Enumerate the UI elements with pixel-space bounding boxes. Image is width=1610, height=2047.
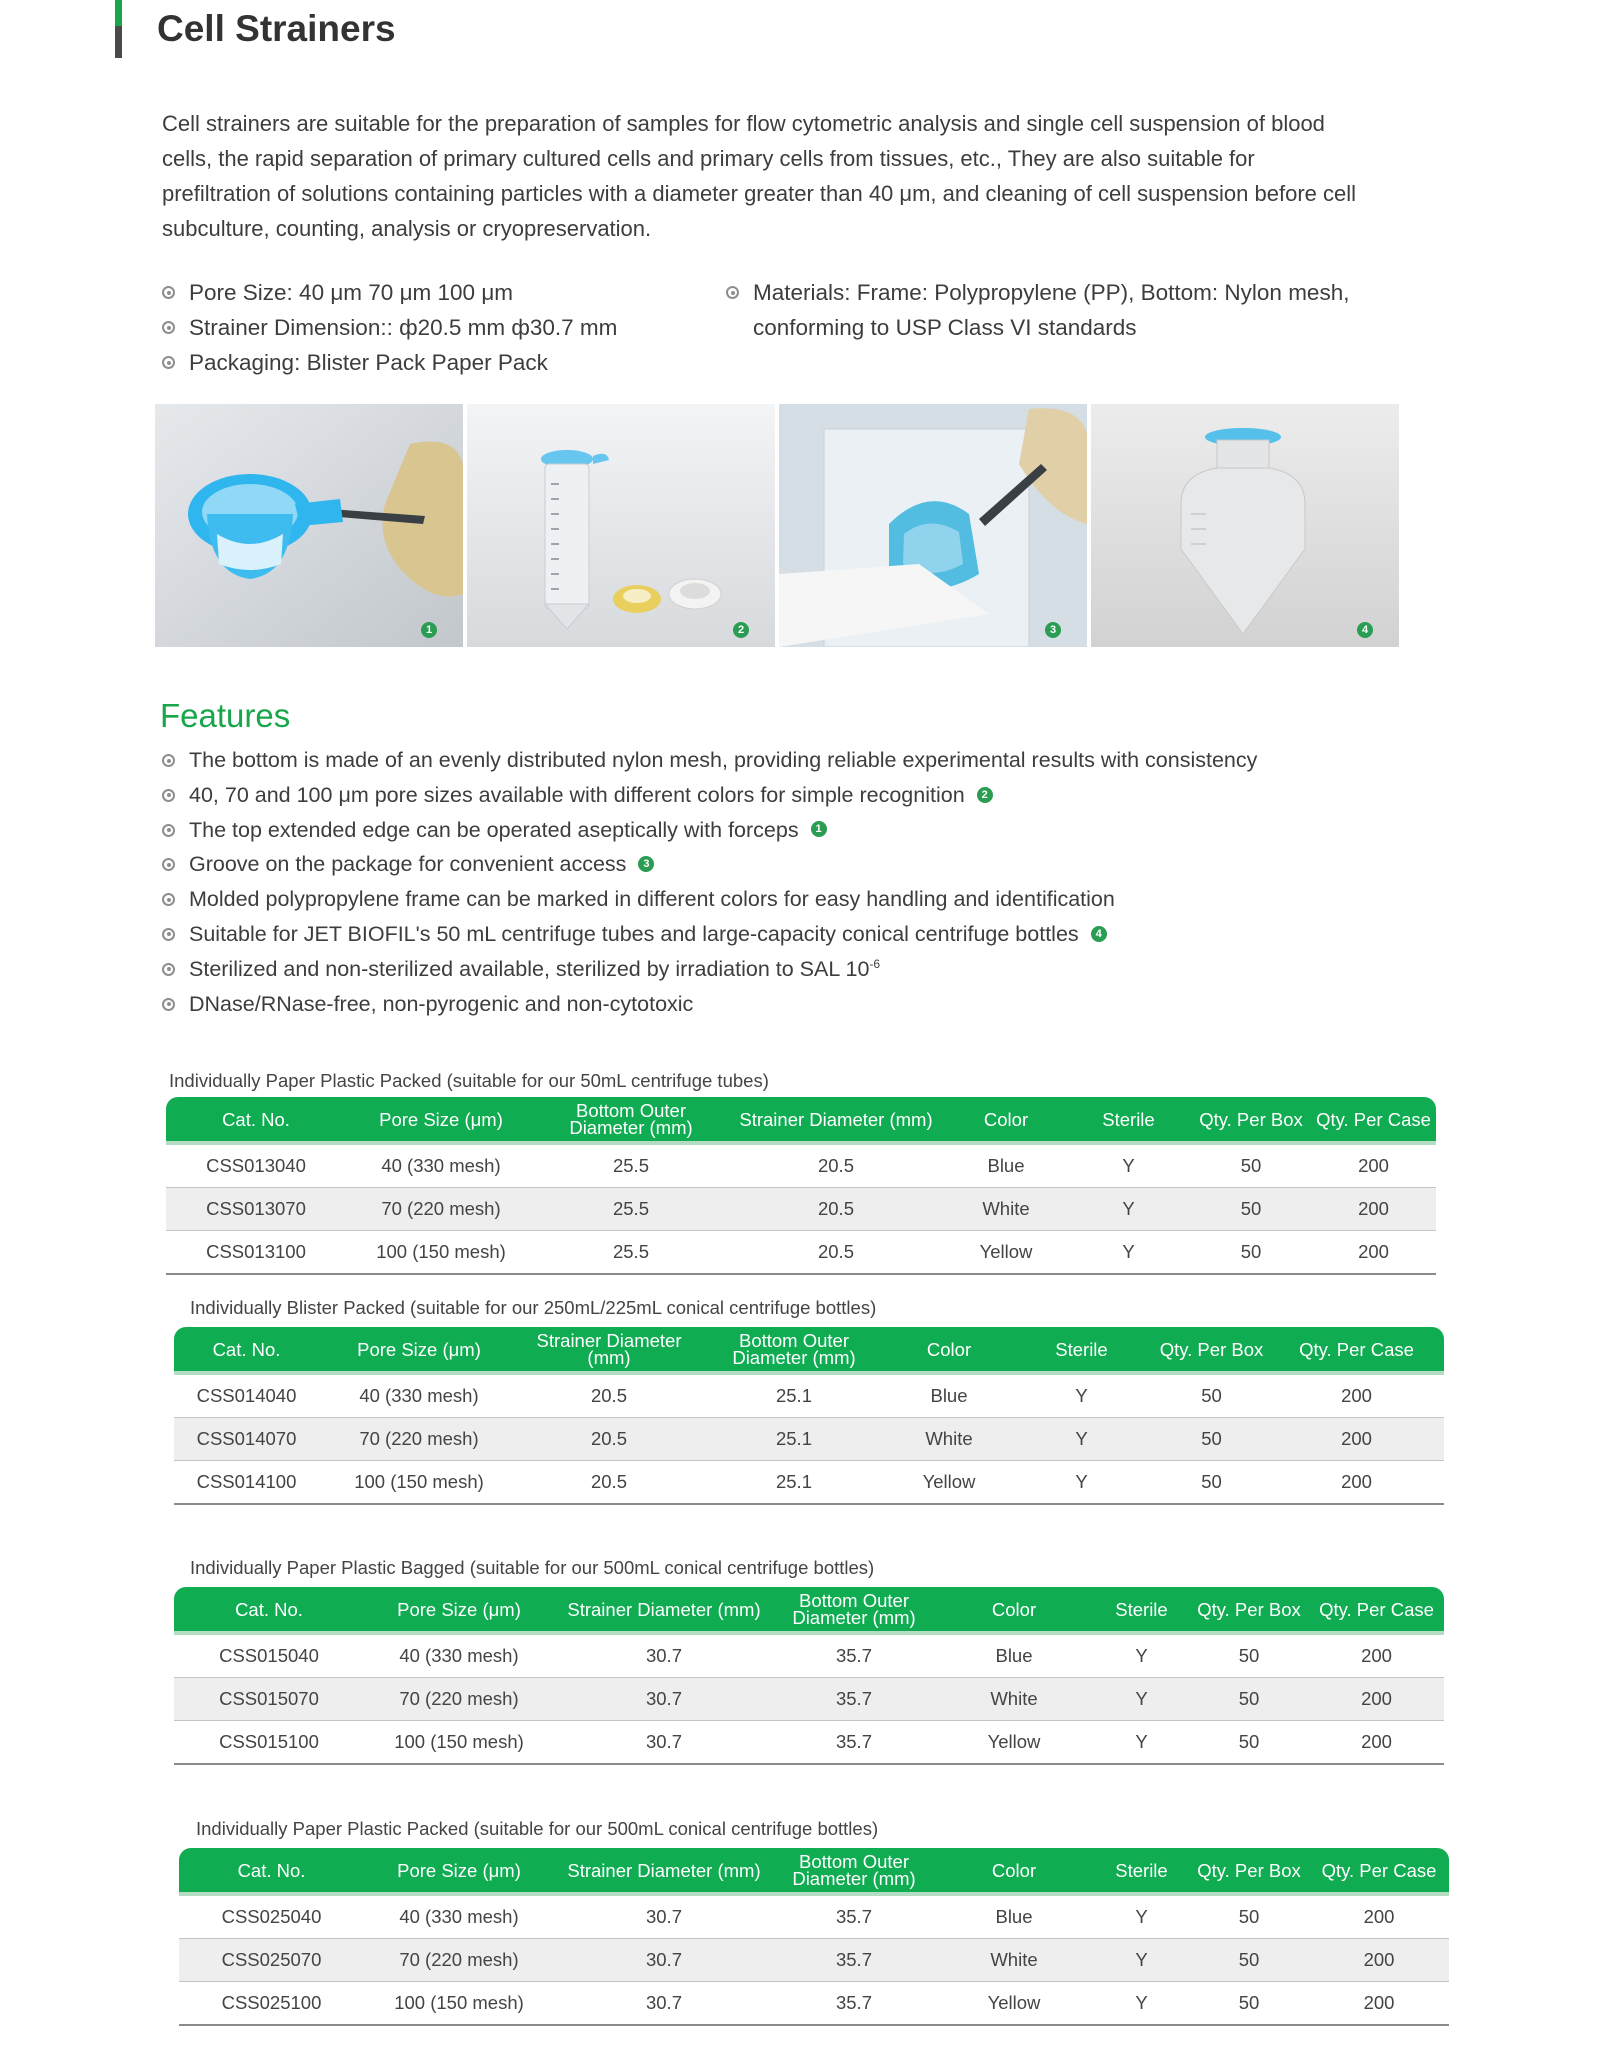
photo-reference-badge: 4 bbox=[1091, 926, 1107, 942]
table-cell: 200 bbox=[1309, 1678, 1444, 1721]
table-cell: CSS013040 bbox=[166, 1143, 346, 1188]
table-cell: 200 bbox=[1311, 1143, 1436, 1188]
table-cell: 25.5 bbox=[536, 1143, 726, 1188]
table-row bbox=[166, 1188, 1436, 1231]
table-cell: Yellow bbox=[934, 1982, 1094, 2026]
table-cell: 35.7 bbox=[774, 1633, 934, 1678]
table-cell: 50 bbox=[1191, 1143, 1311, 1188]
feature-item-text: Sterilized and non-sterilized available, sterilized by irradiation to SAL 10 bbox=[189, 956, 870, 981]
spec-item bbox=[162, 275, 617, 310]
table-cell: 70 (220 mesh) bbox=[364, 1939, 554, 1982]
table-cell: CSS025070 bbox=[179, 1939, 364, 1982]
table-cell: 25.1 bbox=[699, 1373, 889, 1418]
table-cell: Blue bbox=[946, 1143, 1066, 1188]
table-cell: Y bbox=[1094, 1633, 1189, 1678]
feature-item bbox=[162, 813, 1257, 848]
spec-item bbox=[162, 345, 617, 380]
column-header: Bottom Outer Diameter (mm) bbox=[699, 1327, 889, 1373]
circle-bullet-icon bbox=[162, 893, 175, 906]
table-cell: Y bbox=[1094, 1982, 1189, 2026]
photo-number-badge: 3 bbox=[1045, 622, 1061, 638]
table-cell: CSS014100 bbox=[174, 1461, 319, 1505]
table-cell: Y bbox=[1094, 1939, 1189, 1982]
page-title: Cell Strainers bbox=[157, 8, 396, 49]
feature-item-text: DNase/RNase-free, non-pyrogenic and non-cytotoxic bbox=[189, 991, 694, 1016]
column-header: Sterile bbox=[1066, 1097, 1191, 1143]
table-cell: 25.5 bbox=[536, 1231, 726, 1275]
column-header: Qty. Per Box bbox=[1189, 1848, 1309, 1894]
table-cell: 50 bbox=[1189, 1633, 1309, 1678]
table-caption: Individually Paper Plastic Packed (suitable for our 500mL conical centrifuge bottles) bbox=[196, 1818, 879, 1839]
column-header: Strainer Diameter (mm) bbox=[554, 1848, 774, 1894]
table-cell: 200 bbox=[1269, 1418, 1444, 1461]
column-header: Sterile bbox=[1094, 1848, 1189, 1894]
table-cell: Yellow bbox=[946, 1231, 1066, 1275]
table-row bbox=[174, 1461, 1444, 1505]
photo-reference-badge: 1 bbox=[811, 821, 827, 837]
blue-cell-strainer-with-forceps-photo bbox=[155, 404, 463, 647]
column-header: Qty. Per Case bbox=[1309, 1587, 1444, 1633]
table-cell: 25.1 bbox=[699, 1461, 889, 1505]
table-cell: White bbox=[946, 1188, 1066, 1231]
table-cell: 40 (330 mesh) bbox=[319, 1373, 519, 1418]
table-cell: 25.1 bbox=[699, 1418, 889, 1461]
circle-bullet-icon bbox=[162, 356, 175, 369]
spec-table-500ml-paper-plastic-bagged bbox=[174, 1587, 1444, 1765]
table-row bbox=[166, 1231, 1436, 1275]
circle-bullet-icon bbox=[162, 998, 175, 1011]
table-cell: 20.5 bbox=[726, 1188, 946, 1231]
circle-bullet-icon bbox=[726, 286, 739, 299]
column-header: Color bbox=[889, 1327, 1009, 1373]
table-cell: 200 bbox=[1309, 1982, 1449, 2026]
table-cell: 50 bbox=[1191, 1188, 1311, 1231]
column-header: Cat. No. bbox=[174, 1587, 364, 1633]
table-cell: 20.5 bbox=[726, 1143, 946, 1188]
feature-item bbox=[162, 778, 1257, 813]
table-row bbox=[179, 1982, 1449, 2026]
column-header: Cat. No. bbox=[174, 1327, 319, 1373]
column-header: Pore Size (μm) bbox=[364, 1848, 554, 1894]
table-cell: Y bbox=[1009, 1461, 1154, 1505]
table-cell: Y bbox=[1066, 1231, 1191, 1275]
table-header-row bbox=[174, 1327, 1444, 1373]
column-header: Color bbox=[934, 1848, 1094, 1894]
column-header: Strainer Diameter (mm) bbox=[554, 1587, 774, 1633]
table-header-row bbox=[174, 1587, 1444, 1633]
spec-list-left bbox=[162, 275, 617, 380]
table-cell: Blue bbox=[934, 1894, 1094, 1939]
table-cell: Yellow bbox=[934, 1721, 1094, 1765]
circle-bullet-icon bbox=[162, 963, 175, 976]
circle-bullet-icon bbox=[162, 754, 175, 767]
table-cell: 50 bbox=[1189, 1939, 1309, 1982]
table-cell: 100 (150 mesh) bbox=[364, 1721, 554, 1765]
table-cell: CSS015040 bbox=[174, 1633, 364, 1678]
table-cell: 100 (150 mesh) bbox=[346, 1231, 536, 1275]
column-header: Qty. Per Box bbox=[1154, 1327, 1269, 1373]
table-cell: 100 (150 mesh) bbox=[364, 1982, 554, 2026]
column-header: Color bbox=[946, 1097, 1066, 1143]
features-list bbox=[162, 743, 1257, 1021]
table-cell: 20.5 bbox=[519, 1461, 699, 1505]
table-cell: Y bbox=[1066, 1188, 1191, 1231]
table-row bbox=[174, 1373, 1444, 1418]
table-cell: Y bbox=[1094, 1678, 1189, 1721]
table-cell: Y bbox=[1094, 1894, 1189, 1939]
feature-item bbox=[162, 743, 1257, 778]
table-header-row bbox=[166, 1097, 1436, 1143]
table-cell: CSS015070 bbox=[174, 1678, 364, 1721]
spec-item-text: Materials: Frame: Polypropylene (PP), Bottom: Nylon mesh, conforming to USP Class VI standards bbox=[753, 280, 1350, 340]
table-row bbox=[174, 1721, 1444, 1765]
table-cell: Y bbox=[1009, 1418, 1154, 1461]
spec-table-500ml-paper-plastic-packed bbox=[179, 1848, 1449, 2026]
table-cell: Y bbox=[1009, 1373, 1154, 1418]
spec-item-text: Packaging: Blister Pack Paper Pack bbox=[189, 350, 548, 375]
photo-reference-badge: 3 bbox=[638, 856, 654, 872]
feature-item bbox=[162, 917, 1257, 952]
table-cell: 30.7 bbox=[554, 1939, 774, 1982]
column-header: Bottom Outer Diameter (mm) bbox=[774, 1848, 934, 1894]
table-cell: 200 bbox=[1309, 1939, 1449, 1982]
table-cell: 50 bbox=[1189, 1982, 1309, 2026]
circle-bullet-icon bbox=[162, 858, 175, 871]
column-header: Qty. Per Box bbox=[1189, 1587, 1309, 1633]
column-header: Qty. Per Case bbox=[1311, 1097, 1436, 1143]
table-caption: Individually Paper Plastic Packed (suitable for our 50mL centrifuge tubes) bbox=[169, 1070, 769, 1091]
strainer-in-package-photo bbox=[779, 404, 1087, 647]
circle-bullet-icon bbox=[162, 789, 175, 802]
table-cell: 35.7 bbox=[774, 1894, 934, 1939]
table-row bbox=[174, 1418, 1444, 1461]
table-cell: CSS015100 bbox=[174, 1721, 364, 1765]
table-cell: White bbox=[934, 1939, 1094, 1982]
feature-item bbox=[162, 882, 1257, 917]
column-header: Strainer Diameter (mm) bbox=[726, 1097, 946, 1143]
feature-item-text: The bottom is made of an evenly distributed nylon mesh, providing reliable experimental results with consistency bbox=[189, 748, 1258, 772]
feature-item-text: Suitable for JET BIOFIL's 50 mL centrifuge tubes and large-capacity conical centrifuge bottles bbox=[189, 921, 1079, 946]
table-cell: 40 (330 mesh) bbox=[346, 1143, 536, 1188]
column-header: Cat. No. bbox=[166, 1097, 346, 1143]
table-cell: 20.5 bbox=[519, 1373, 699, 1418]
column-header: Pore Size (μm) bbox=[364, 1587, 554, 1633]
table-cell: 25.5 bbox=[536, 1188, 726, 1231]
spec-item-text: Pore Size: 40 μm 70 μm 100 μm bbox=[189, 280, 514, 305]
table-caption: Individually Paper Plastic Bagged (suitable for our 500mL conical centrifuge bottles) bbox=[190, 1557, 875, 1578]
table-cell: Y bbox=[1066, 1143, 1191, 1188]
feature-item-text: Molded polypropylene frame can be marked in different colors for easy handling and identification bbox=[189, 887, 1115, 912]
column-header: Qty. Per Box bbox=[1191, 1097, 1311, 1143]
table-cell: 50 bbox=[1189, 1678, 1309, 1721]
table-cell: CSS014040 bbox=[174, 1373, 319, 1418]
table-cell: 50 bbox=[1154, 1461, 1269, 1505]
product-photo-strip bbox=[155, 404, 1400, 647]
table-cell: 70 (220 mesh) bbox=[364, 1678, 554, 1721]
table-cell: 30.7 bbox=[554, 1982, 774, 2026]
table-cell: Blue bbox=[889, 1373, 1009, 1418]
circle-bullet-icon bbox=[162, 321, 175, 334]
column-header: Bottom Outer Diameter (mm) bbox=[774, 1587, 934, 1633]
spec-table-250ml-blister bbox=[174, 1327, 1444, 1505]
feature-item bbox=[162, 847, 1257, 882]
table-cell: CSS025040 bbox=[179, 1894, 364, 1939]
circle-bullet-icon bbox=[162, 928, 175, 941]
table-row bbox=[174, 1633, 1444, 1678]
table-cell: 200 bbox=[1309, 1721, 1444, 1765]
table-cell: Blue bbox=[934, 1633, 1094, 1678]
column-header: Bottom Outer Diameter (mm) bbox=[536, 1097, 726, 1143]
column-header: Sterile bbox=[1094, 1587, 1189, 1633]
table-cell: 200 bbox=[1311, 1188, 1436, 1231]
table-cell: Yellow bbox=[889, 1461, 1009, 1505]
features-heading: Features bbox=[160, 697, 291, 734]
table-cell: 200 bbox=[1269, 1461, 1444, 1505]
column-header: Pore Size (μm) bbox=[346, 1097, 536, 1143]
spec-item bbox=[162, 310, 617, 345]
column-header: Sterile bbox=[1009, 1327, 1154, 1373]
table-cell: 100 (150 mesh) bbox=[319, 1461, 519, 1505]
table-cell: 40 (330 mesh) bbox=[364, 1894, 554, 1939]
column-header: Qty. Per Case bbox=[1269, 1327, 1444, 1373]
spec-item bbox=[726, 275, 1366, 345]
table-cell: 200 bbox=[1269, 1373, 1444, 1418]
table-cell: CSS014070 bbox=[174, 1418, 319, 1461]
table-header-row bbox=[179, 1848, 1449, 1894]
column-header: Pore Size (μm) bbox=[319, 1327, 519, 1373]
table-cell: 20.5 bbox=[726, 1231, 946, 1275]
table-cell: 50 bbox=[1154, 1418, 1269, 1461]
feature-item bbox=[162, 987, 1257, 1022]
table-cell: 200 bbox=[1309, 1894, 1449, 1939]
table-cell: CSS025100 bbox=[179, 1982, 364, 2026]
table-cell: White bbox=[889, 1418, 1009, 1461]
table-cell: 40 (330 mesh) bbox=[364, 1633, 554, 1678]
column-header: Strainer Diameter (mm) bbox=[519, 1327, 699, 1373]
table-cell: Y bbox=[1094, 1721, 1189, 1765]
table-cell: 70 (220 mesh) bbox=[319, 1418, 519, 1461]
table-cell: 35.7 bbox=[774, 1982, 934, 2026]
table-cell: 50 bbox=[1189, 1894, 1309, 1939]
table-cell: 35.7 bbox=[774, 1721, 934, 1765]
spec-item-text: Strainer Dimension:: ф20.5 mm ф30.7 mm bbox=[189, 315, 618, 340]
circle-bullet-icon bbox=[162, 824, 175, 837]
conical-bottle-with-strainer-photo bbox=[1091, 404, 1399, 647]
photo-number-badge: 1 bbox=[421, 622, 437, 638]
table-cell: CSS013070 bbox=[166, 1188, 346, 1231]
spec-list-right bbox=[726, 275, 1366, 345]
table-cell: 35.7 bbox=[774, 1939, 934, 1982]
circle-bullet-icon bbox=[162, 286, 175, 299]
table-row bbox=[174, 1678, 1444, 1721]
table-caption: Individually Blister Packed (suitable for our 250mL/225mL conical centrifuge bottles) bbox=[190, 1297, 877, 1318]
table-cell: 30.7 bbox=[554, 1894, 774, 1939]
intro-paragraph: Cell strainers are suitable for the preparation of samples for flow cytometric analysis and single cell suspension of blood cells, the rapid separation of primary cultured cells and primary cells from tissues, etc., They are also suitable for prefiltration of solutions containing particles with a diameter greater than 40 μm, and cleaning of cell suspension before cell subculture, counting, analysis or cryopreservation. bbox=[162, 111, 1357, 241]
table-cell: CSS013100 bbox=[166, 1231, 346, 1275]
photo-reference-badge: 2 bbox=[977, 787, 993, 803]
column-header: Qty. Per Case bbox=[1309, 1848, 1449, 1894]
feature-item-text: Groove on the package for convenient access bbox=[189, 852, 627, 877]
centrifuge-tube-with-strainers-photo bbox=[467, 404, 775, 647]
table-cell: 50 bbox=[1154, 1373, 1269, 1418]
table-cell: 30.7 bbox=[554, 1678, 774, 1721]
feature-item-text: The top extended edge can be operated aseptically with forceps bbox=[189, 817, 799, 842]
table-cell: 30.7 bbox=[554, 1633, 774, 1678]
feature-item-text: 40, 70 and 100 μm pore sizes available with different colors for simple recognition bbox=[189, 782, 965, 807]
table-row bbox=[179, 1894, 1449, 1939]
feature-item bbox=[162, 952, 1257, 987]
column-header: Color bbox=[934, 1587, 1094, 1633]
spec-table-50ml-paper-plastic bbox=[166, 1097, 1436, 1275]
table-cell: 50 bbox=[1191, 1231, 1311, 1275]
table-row bbox=[166, 1143, 1436, 1188]
column-header: Cat. No. bbox=[179, 1848, 364, 1894]
table-cell: 70 (220 mesh) bbox=[346, 1188, 536, 1231]
photo-number-badge: 4 bbox=[1357, 622, 1373, 638]
table-row bbox=[179, 1939, 1449, 1982]
table-cell: 35.7 bbox=[774, 1678, 934, 1721]
table-cell: 200 bbox=[1309, 1633, 1444, 1678]
table-cell: 30.7 bbox=[554, 1721, 774, 1765]
table-cell: 200 bbox=[1311, 1231, 1436, 1275]
photo-number-badge: 2 bbox=[733, 622, 749, 638]
title-accent-bar-green bbox=[115, 0, 122, 26]
feature-superscript: -6 bbox=[869, 956, 881, 971]
table-cell: 20.5 bbox=[519, 1418, 699, 1461]
table-cell: White bbox=[934, 1678, 1094, 1721]
table-cell: 50 bbox=[1189, 1721, 1309, 1765]
